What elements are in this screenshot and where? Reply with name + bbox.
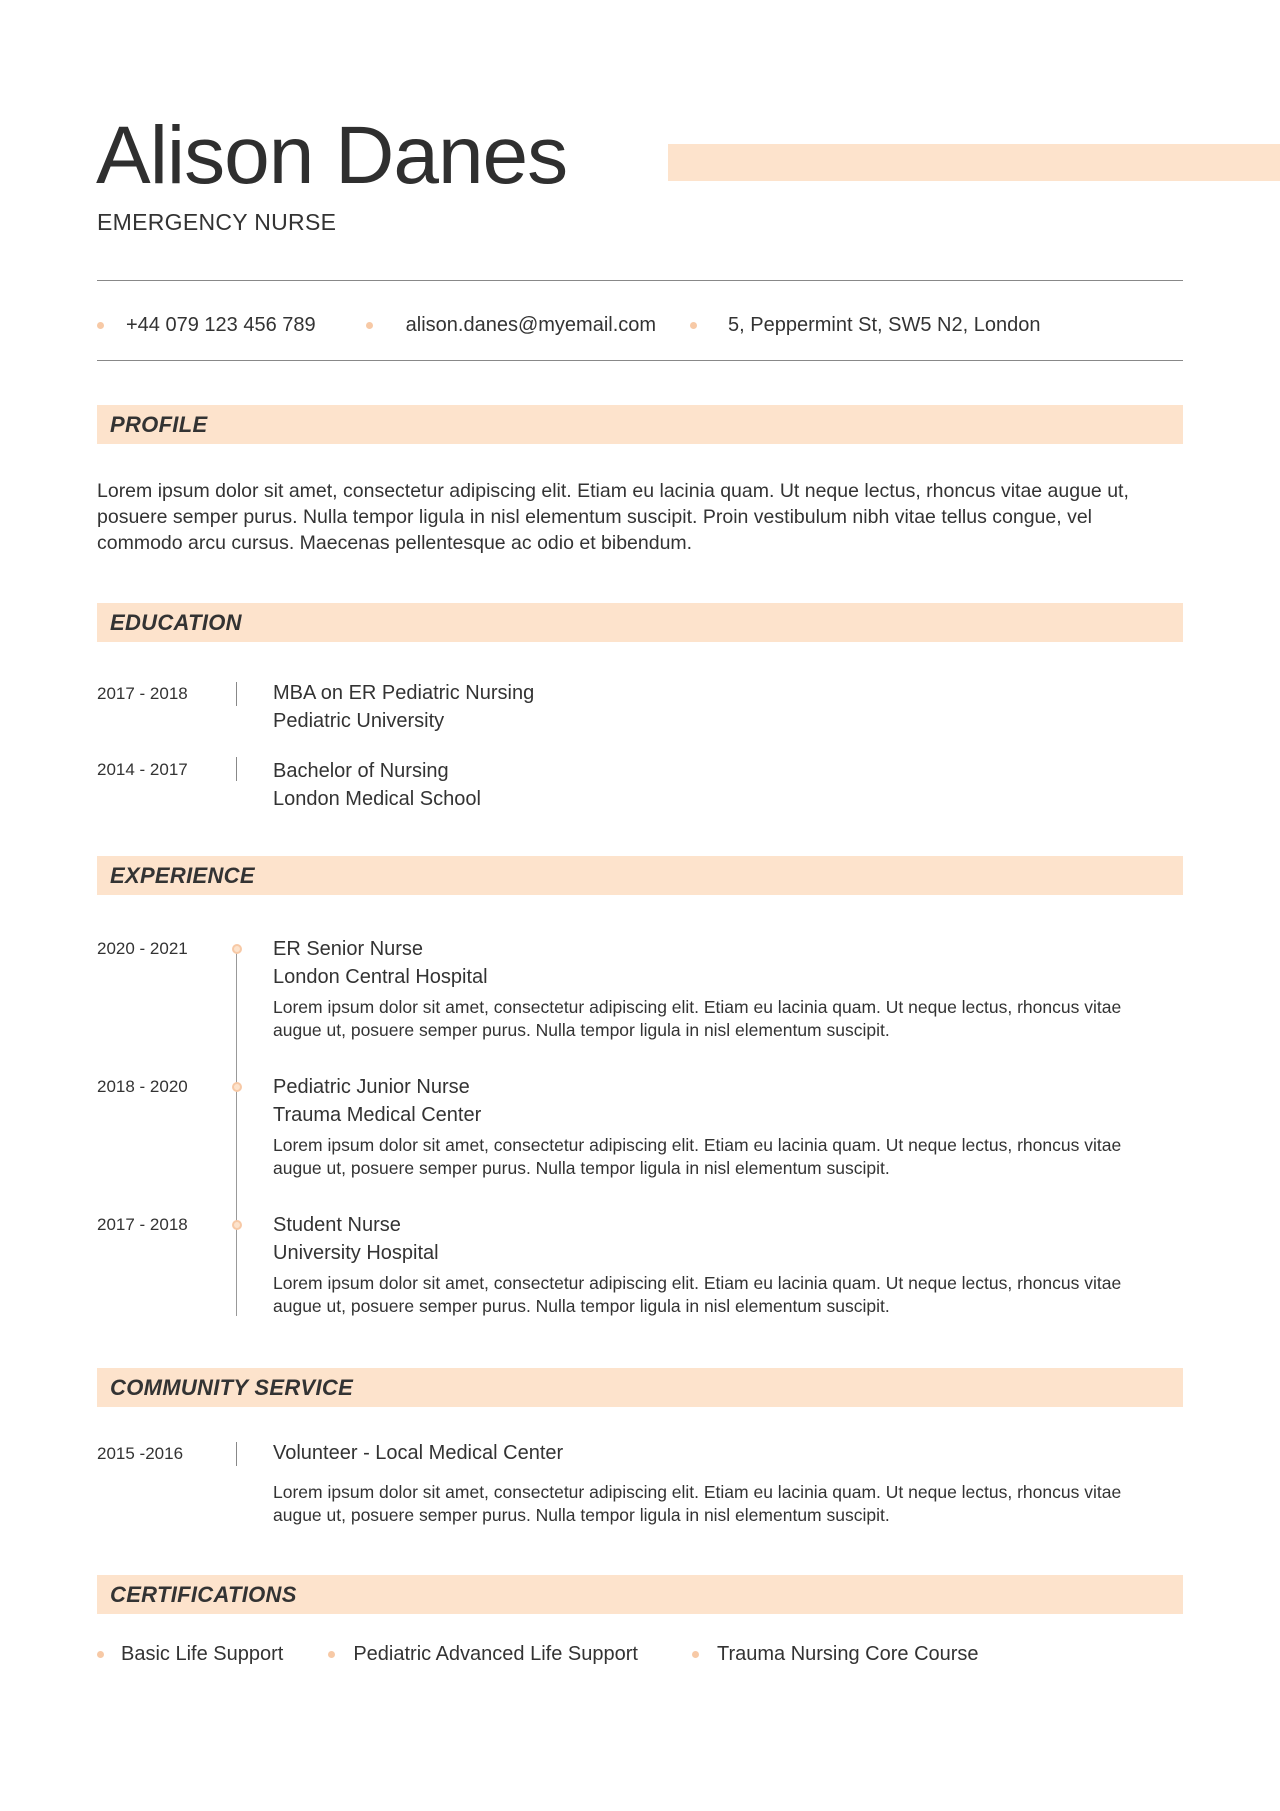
education-degree: Bachelor of Nursing: [273, 760, 449, 782]
timeline-node-icon: [232, 1220, 242, 1230]
section-title: CERTIFICATIONS: [110, 1582, 297, 1607]
address-text: 5, Peppermint St, SW5 N2, London: [728, 313, 1041, 336]
experience-place: University Hospital: [273, 1242, 439, 1264]
job-title: EMERGENCY NURSE: [97, 209, 337, 235]
candidate-name: Alison Danes: [96, 110, 568, 201]
experience-role: Pediatric Junior Nurse: [273, 1076, 470, 1098]
timeline-node-icon: [232, 944, 242, 954]
education-school: Pediatric University: [273, 710, 445, 732]
education-divider: [236, 682, 237, 706]
section-title: EDUCATION: [110, 610, 242, 635]
section-header-education: [97, 603, 1183, 642]
community-description: Lorem ipsum dolor sit amet, consectetur adipiscing elit. Etiam eu lacinia quam. Ut neque lectus, rhoncus vitae augue ut, posuere semper purus. Nulla tempor ligula in nisl elementum suscipit.: [273, 1482, 1122, 1525]
section-title: PROFILE: [110, 412, 208, 437]
bullet-icon: [97, 322, 104, 329]
experience-role: Student Nurse: [273, 1214, 401, 1236]
section-header-experience: [97, 856, 1183, 895]
experience-years: 2018 - 2020: [97, 1077, 188, 1096]
community-divider: [236, 1442, 237, 1466]
experience-years: 2017 - 2018: [97, 1215, 188, 1234]
profile-text: Lorem ipsum dolor sit amet, consectetur adipiscing elit. Etiam eu lacinia quam. Ut neque lectus, rhoncus vitae augue ut, posuere semper purus. Nulla tempor ligula in nisl elementum suscipit. Proin vestibulum nibh vitae tellus congue, vel commodo arcu cursus. Maecenas pellentesque ac odio et bibendum.: [97, 480, 1129, 554]
bullet-icon: [690, 322, 697, 329]
section-header-profile: [97, 405, 1183, 444]
header-accent-bar: [668, 144, 1280, 181]
certifications-list: [97, 1640, 979, 1668]
experience-years: 2020 - 2021: [97, 939, 188, 958]
experience-description: Lorem ipsum dolor sit amet, consectetur adipiscing elit. Etiam eu lacinia quam. Ut neque lectus, rhoncus vitae augue ut, posuere semper purus. Nulla tempor ligula in nisl elementum suscipit.: [273, 1135, 1122, 1178]
certification-text: Pediatric Advanced Life Support: [353, 1642, 638, 1665]
experience-place: Trauma Medical Center: [273, 1104, 482, 1126]
bullet-icon: [692, 1651, 699, 1658]
contact-address: [690, 314, 1040, 337]
certification-item: [692, 1643, 979, 1666]
certification-text: Basic Life Support: [121, 1642, 284, 1665]
email-text: alison.danes@myemail.com: [405, 313, 657, 336]
experience-place: London Central Hospital: [273, 966, 488, 988]
education-years: 2014 - 2017: [97, 760, 188, 779]
certification-text: Trauma Nursing Core Course: [716, 1642, 979, 1665]
section-title: EXPERIENCE: [110, 863, 255, 888]
bullet-icon: [97, 1651, 104, 1658]
experience-role: ER Senior Nurse: [273, 938, 424, 960]
timeline-node-icon: [232, 1082, 242, 1092]
certification-item: [97, 1643, 283, 1666]
certification-item: [328, 1643, 638, 1666]
experience-description: Lorem ipsum dolor sit amet, consectetur adipiscing elit. Etiam eu lacinia quam. Ut neque lectus, rhoncus vitae augue ut, posuere semper purus. Nulla tempor ligula in nisl elementum suscipit.: [273, 997, 1122, 1040]
community-years: 2015 -2016: [97, 1444, 184, 1463]
education-school: London Medical School: [273, 788, 481, 810]
education-years: 2017 - 2018: [97, 684, 188, 703]
section-header-community: [97, 1368, 1183, 1407]
education-degree: MBA on ER Pediatric Nursing: [273, 682, 535, 704]
bullet-icon: [328, 1651, 335, 1658]
contact-email: [366, 314, 656, 337]
contact-row: [97, 312, 1040, 338]
community-role: Volunteer - Local Medical Center: [273, 1442, 564, 1464]
experience-timeline: [236, 948, 237, 1316]
divider-top: [97, 280, 1183, 281]
contact-phone: [97, 314, 316, 337]
phone-text: +44 079 123 456 789: [126, 313, 316, 336]
section-header-certifications: [97, 1575, 1183, 1614]
experience-description: Lorem ipsum dolor sit amet, consectetur adipiscing elit. Etiam eu lacinia quam. Ut neque lectus, rhoncus vitae augue ut, posuere semper purus. Nulla tempor ligula in nisl elementum suscipit.: [273, 1273, 1122, 1316]
divider-bottom: [97, 360, 1183, 361]
section-title: COMMUNITY SERVICE: [110, 1375, 354, 1400]
bullet-icon: [366, 322, 373, 329]
education-divider: [236, 757, 237, 781]
